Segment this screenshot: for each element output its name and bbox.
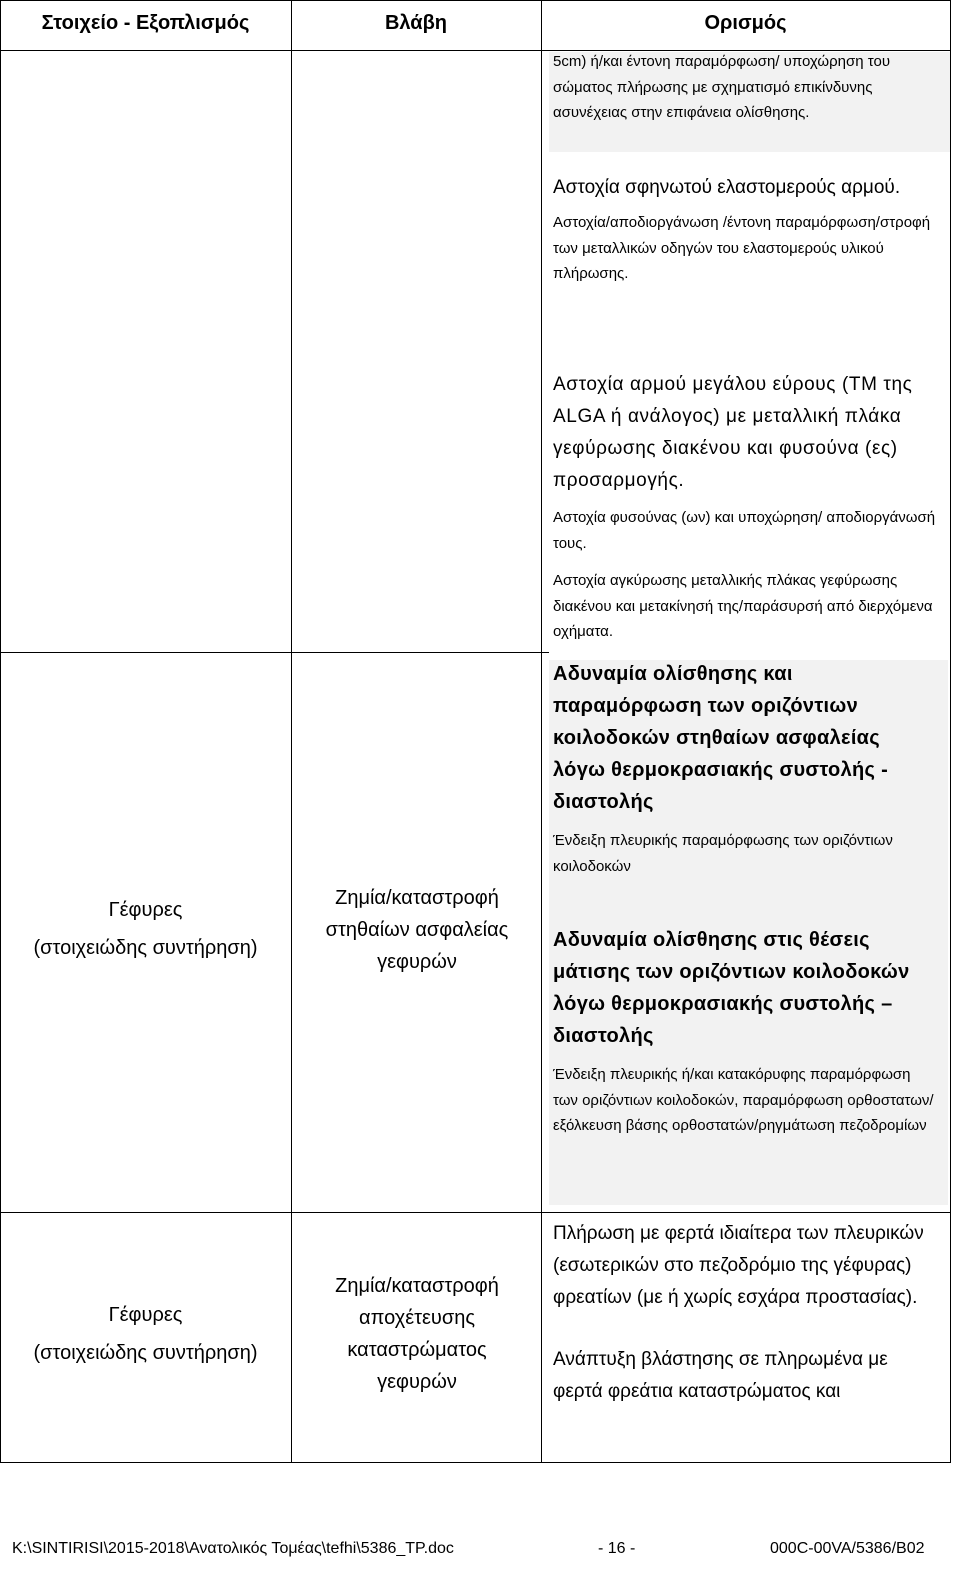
drainage-element-line1: Γέφυρες (108, 1304, 183, 1326)
drainage-element (0, 1296, 291, 1372)
drainage-def1: Πλήρωση με φερτά ιδιαίτερα των πλευρικών (εσωτερικών στο πεζοδρόμιο της γέφυρας) φρεατίων (με ή χωρίς εσχάρα προστασίας). (553, 1223, 924, 1308)
footer-document-code: 000C-00VA/5386/B02 (770, 1540, 925, 1557)
column-divider-2 (541, 0, 542, 1463)
header-fault: Βλάβη (384, 11, 448, 34)
barriers-fault: Ζημία/καταστροφή στηθαίων ασφαλείας γεφυρών (325, 887, 509, 973)
drainage-def-block (553, 1218, 938, 1408)
wide-joint-description-1: Αστοχία φυσούνας (ων) και υποχώρηση/ αποδιοργάνωσή τους. (553, 509, 936, 552)
barriers-element (0, 891, 291, 967)
joint-description: Αστοχία/αποδιοργάνωση /έντονη παραμόρφωση/στροφή των μεταλλικών οδηγών του ελαστομερούς υλικού πλήρωσης. (553, 214, 931, 282)
barriers-def2-block (553, 924, 938, 1139)
wide-joint-block (553, 369, 938, 645)
column-divider-1 (291, 0, 292, 1463)
barriers-def1-description: Ένδειξη πλευρικής παραμόρφωσης των οριζόντιων κοιλοδοκών (553, 832, 893, 875)
table-bottom-border (0, 1462, 951, 1463)
barriers-element-line1: Γέφυρες (108, 899, 183, 921)
footer-page-number: - 16 - (598, 1540, 636, 1557)
wide-joint-title: Αστοχία αρμού μεγάλου εύρους (TM της ALGA ή ανάλογος) με μεταλλική πλάκα γεφύρωσης διακένου και φυσούνα (ες) προσαρμογής. (553, 374, 913, 491)
barriers-def1-title: Αδυναμία ολίσθησης και παραμόρφωση των οριζόντιων κοιλοδοκών στηθαίων ασφαλείας λόγω θερμοκρασιακής συστολής - διαστολής (553, 663, 889, 813)
row-separator-2 (0, 1212, 951, 1213)
continuation-text-block (553, 49, 938, 126)
barriers-def1-block (553, 658, 938, 879)
header-definition: Ορισμός (704, 11, 787, 34)
table-right-border (950, 0, 951, 1463)
drainage-element-line2: (στοιχειώδης συντήρηση) (33, 1342, 258, 1364)
drainage-fault: Ζημία/καταστροφή αποχέτευσης καταστρώματος γεφυρών (335, 1275, 499, 1393)
continuation-text: 5cm) ή/και έντονη παραμόρφωση/ υποχώρηση του σώματος πλήρωσης με σχηματισμό επικίνδυνης ασυνέχειας στην επιφάνεια ολίσθησης. (553, 53, 891, 121)
table-left-border (0, 0, 1, 1463)
barriers-def2-description: Ένδειξη πλευρικής ή/και κατακόρυφης παραμόρφωση των οριζόντιων κοιλοδοκών, παραμόρφωση ορθοστατων/ εξόλκευση βάσης ορθοστατών/ρηγμάτωση πεζοδρομίων (553, 1066, 934, 1134)
joint-block (553, 172, 938, 287)
wide-joint-description-2: Αστοχία αγκύρωσης μεταλλικής πλάκας γεφύρωσης διακένου και μετακίνησή της/παράσυρσή από διερχόμενα οχήματα. (553, 572, 933, 640)
footer-file-path: K:\SINTIRISI\2015-2018\Ανατολικός Τομέας\tefhi\5386_TP.doc (12, 1540, 454, 1557)
drainage-def2: Ανάπτυξη βλάστησης σε πληρωμένα με φερτά φρεάτια καταστρώματος και (553, 1349, 888, 1402)
barriers-element-line2: (στοιχειώδης συντήρηση) (33, 937, 258, 959)
row-separator-1 (0, 652, 549, 653)
joint-title: Αστοχία σφηνωτού ελαστομερούς αρμού. (553, 177, 901, 198)
header-element: Στοιχείο - Εξοπλισμός (41, 11, 250, 34)
barriers-def2-title: Αδυναμία ολίσθησης στις θέσεις μάτισης των οριζόντιων κοιλοδοκών λόγω θερμοκρασιακής συστολής – διαστολής (553, 929, 910, 1047)
